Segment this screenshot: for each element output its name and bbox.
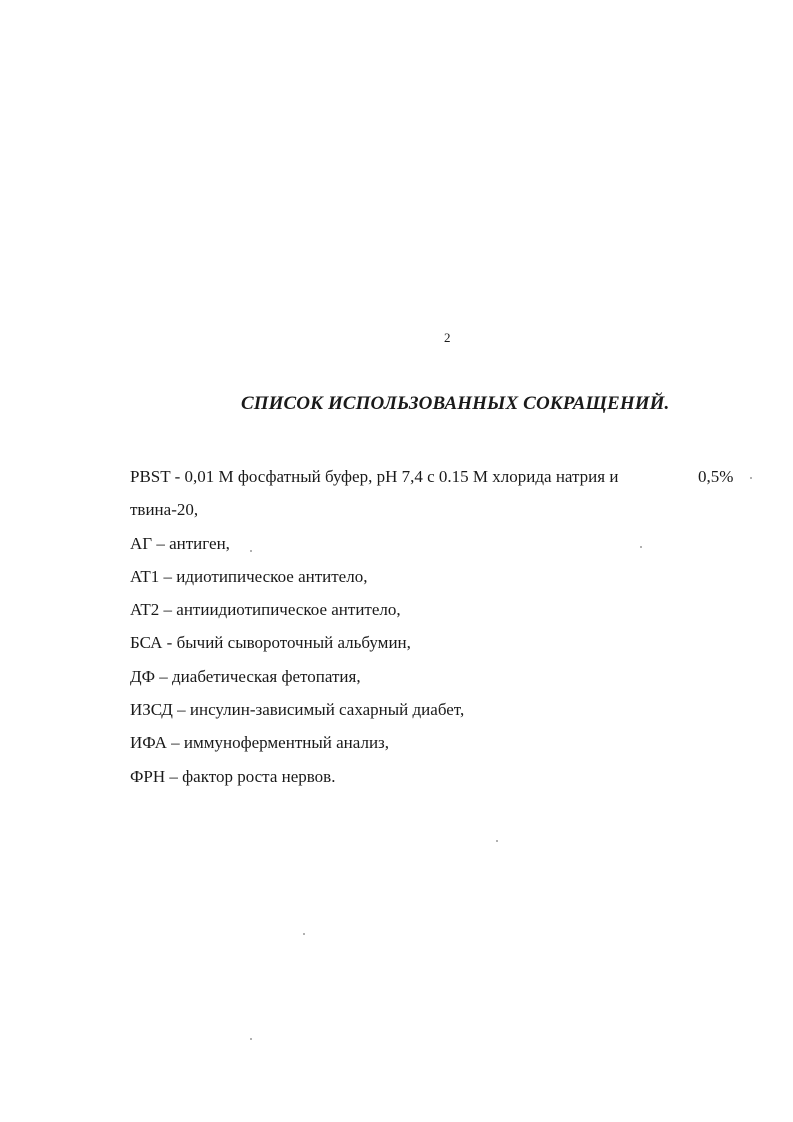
scan-speck [250, 1038, 252, 1040]
list-item: AT2 – антиидиотипическое антитело, [130, 600, 401, 620]
page-number: 2 [444, 330, 451, 345]
page-title: СПИСОК ИСПОЛЬЗОВАННЫХ СОКРАЩЕНИЙ. [241, 393, 670, 414]
list-item: АГ – антиген, [130, 533, 230, 553]
scan-speck [496, 840, 498, 842]
list-item-percent: 0,5% [698, 467, 734, 486]
scan-speck [250, 550, 252, 552]
list-item: БСА - бычий сывороточный альбумин, [130, 633, 411, 653]
scan-speck [640, 546, 642, 548]
list-item: ДФ – диабетическая фетопатия, [130, 666, 361, 686]
scan-speck [303, 933, 305, 935]
list-item: твина-20, [130, 500, 199, 520]
list-item [130, 462, 750, 495]
list-item-text: PBST - 0,01 М фосфатный буфер, pH 7,4 с 0.15 М хлорида натрия и [130, 467, 619, 486]
list-item-line [130, 462, 740, 492]
abbreviation-list [130, 462, 750, 795]
list-item: ИФА – иммуноферментный анализ, [130, 733, 390, 753]
list-item: ФРН – фактор роста нервов. [130, 766, 336, 786]
list-item: ИЗСД – инсулин-зависимый сахарный диабет, [130, 700, 465, 720]
scan-speck [750, 477, 752, 479]
list-item: AT1 – идиотипическое антитело, [130, 566, 368, 586]
